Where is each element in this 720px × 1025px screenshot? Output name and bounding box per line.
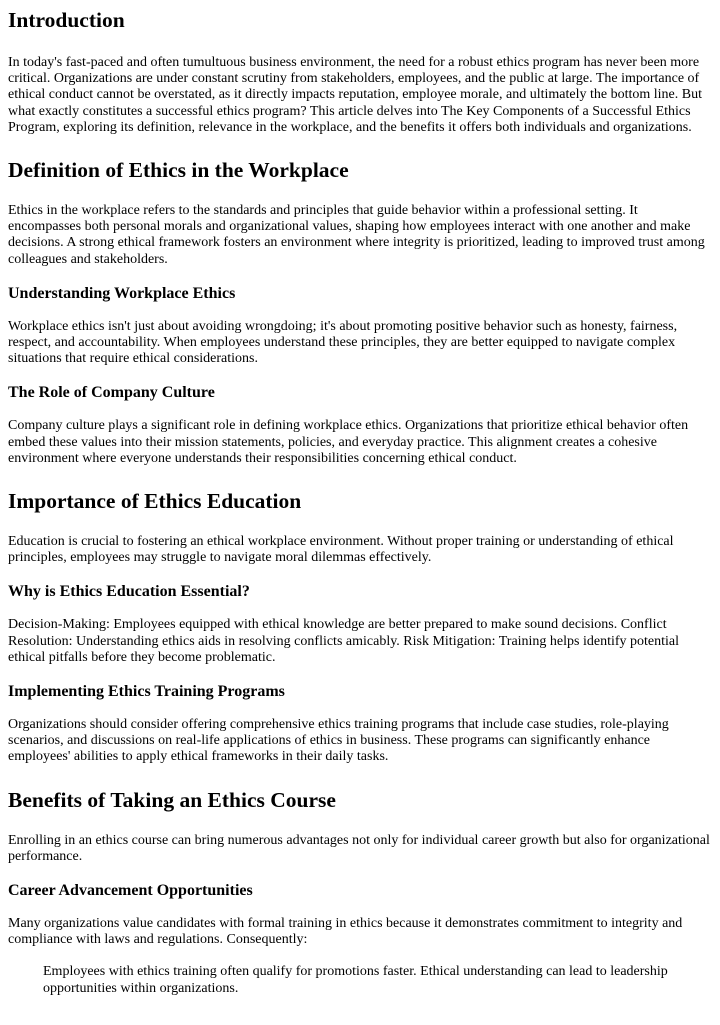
implementing-paragraph: Organizations should consider offering comprehensive ethics training programs that include case studies, role-playing scenarios, and discussions on real-life applications of ethics in business. These programs can significantly enhance employees' abilities to apply ethical frameworks in their daily tasks. [8, 717, 669, 765]
section-heading-benefits: Benefits of Taking an Ethics Course [8, 787, 336, 812]
career-paragraph: Many organizations value candidates with formal training in ethics because it demonstrates commitment to integrity and compliance with laws and regulations. Consequently: [8, 916, 683, 948]
definition-paragraph: Ethics in the workplace refers to the standards and principles that guide behavior within a professional setting. It encompasses both personal morals and organizational values, shaping how employees interact with one another and make decisions. A strong ethical framework fosters an environment where integrity is prioritized, leading to improved trust among colleagues and stakeholders. [8, 203, 705, 267]
section-heading-introduction: Introduction [8, 8, 125, 32]
understanding-paragraph: Workplace ethics isn't just about avoiding wrongdoing; it's about promoting positive behavior such as honesty, fairness, respect, and accountability. When employees understand these principles, they are better equipped to navigate complex situations that require ethical considerations. [8, 318, 678, 367]
career-quote: Employees with ethics training often qualify for promotions faster. Ethical understanding can lead to leadership opportunities within organizations. [43, 964, 668, 996]
section-heading-education: Importance of Ethics Education [8, 489, 302, 514]
subheading-implementing-training: Implementing Ethics Training Programs [8, 683, 285, 701]
why-paragraph: Decision-Making: Employees equipped with ethical knowledge are better prepared to make sound decisions. Conflict Resolution: Understanding ethics aids in resolving conflicts amicably. Risk Mitigation: Training helps identify potential ethical pitfalls before they become problematic. [8, 617, 680, 665]
education-paragraph: Education is crucial to fostering an ethical workplace environment. Without proper training or understanding of ethical principles, employees may struggle to navigate moral dilemmas effectively. [8, 534, 674, 566]
subheading-understanding-workplace-ethics: Understanding Workplace Ethics [8, 284, 236, 302]
subheading-why-ethics-education: Why is Ethics Education Essential? [8, 583, 250, 601]
introduction-paragraph: In today's fast-paced and often tumultuous business environment, the need for a robust ethics program has never been more critical. Organizations are under constant scrutiny from stakeholders, employees, and the public at large. The importance of ethical conduct cannot be overstated, as it directly impacts reputation, employee morale, and ultimately the bottom line. But what exactly constitutes a successful ethics program? This article delves into The Key Components of a Successful Ethics Program, exploring its definition, relevance in the workplace, and the benefits it offers both individuals and organizations. [8, 55, 702, 135]
subheading-career-advancement: Career Advancement Opportunities [8, 882, 253, 900]
article [0, 8, 720, 997]
culture-paragraph: Company culture plays a significant role in defining workplace ethics. Organizations that prioritize ethical behavior often embed these values into their mission statements, policies, and everyday practice. This alignment creates a cohesive environment where everyone understands their responsibilities concerning ethical conduct. [8, 418, 689, 466]
subheading-company-culture: The Role of Company Culture [8, 384, 215, 402]
section-heading-definition: Definition of Ethics in the Workplace [8, 158, 349, 183]
benefits-paragraph: Enrolling in an ethics course can bring numerous advantages not only for individual career growth but also for organizational performance. [8, 832, 710, 864]
